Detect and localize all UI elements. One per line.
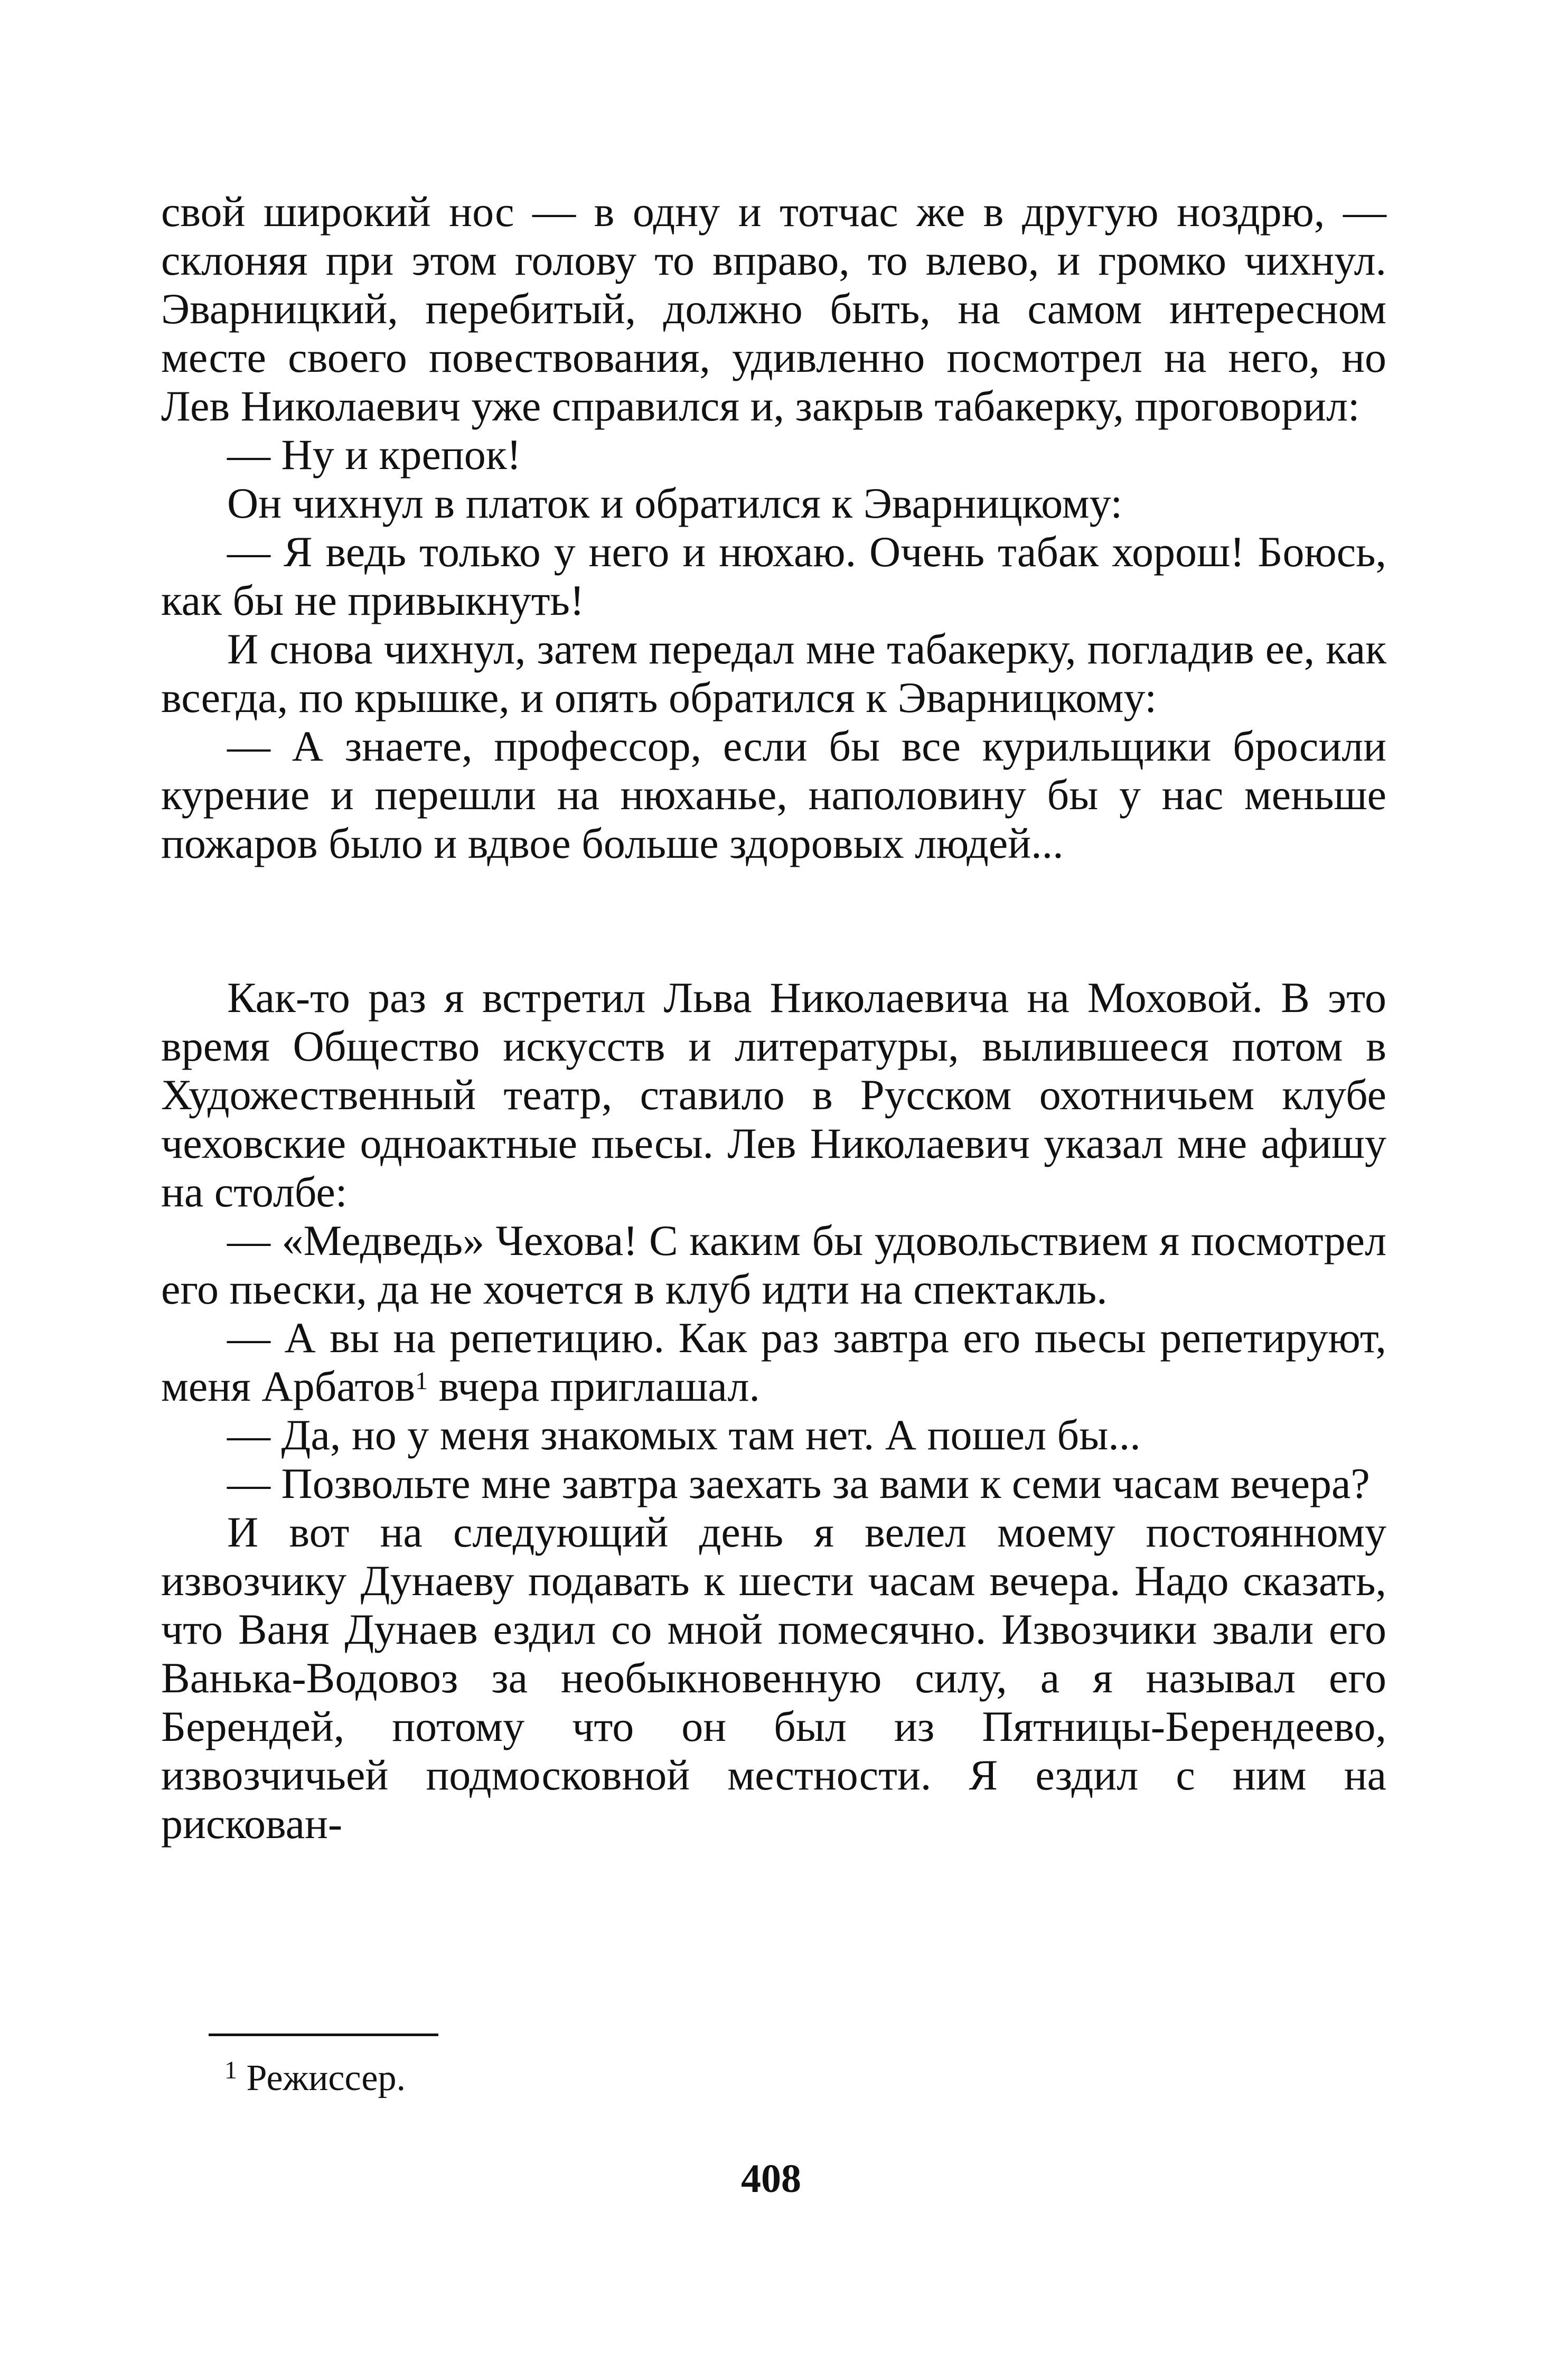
footnote bbox=[224, 2055, 406, 2102]
paragraph: — «Медведь» Чехова! С каким бы удовольствием я посмотрел его пьески, да не хочется в клуб идти на спектакль. bbox=[161, 1216, 1386, 1313]
paragraph: — Да, но у меня знакомых там нет. А пошел бы... bbox=[227, 1411, 1141, 1459]
paragraph: И снова чихнул, затем передал мне табакерку, погладив ее, как всегда, по крышке, и опять обратился к Эварницкому: bbox=[161, 625, 1386, 722]
paragraph: — Ну и крепок! bbox=[227, 430, 521, 479]
section-break bbox=[161, 868, 1386, 973]
page-number: 408 bbox=[741, 2157, 801, 2201]
text-section-1 bbox=[161, 188, 1386, 868]
paragraph-text: вчера приглашал. bbox=[428, 1362, 760, 1410]
footnote-reference: 1 bbox=[415, 1367, 428, 1395]
paragraph-text: — А вы на репетицию. Как раз завтра его пьесы репетируют, меня Арбатов bbox=[161, 1314, 1386, 1410]
paragraph: — Позвольте мне завтра заехать за вами к семи часам вечера? bbox=[227, 1459, 1370, 1507]
paragraph bbox=[161, 1314, 1386, 1411]
footnote-marker: 1 bbox=[224, 2056, 237, 2084]
footnote-text: Режиссер. bbox=[237, 2058, 406, 2098]
footnote-divider bbox=[209, 2034, 438, 2036]
paragraph: — Я ведь только у него и нюхаю. Очень табак хорош! Боюсь, как бы не привыкнуть! bbox=[161, 528, 1386, 624]
paragraph: Как-то раз я встретил Льва Николаевича на Моховой. В это время Общество искусств и литературы, вылившееся потом в Художественный театр, ставило в Русском охотничьем клубе чеховские одноактные пьесы. Лев Николаевич указал мне афишу на столбе: bbox=[161, 973, 1386, 1216]
paragraph: Он чихнул в платок и обратился к Эварницкому: bbox=[227, 479, 1123, 527]
page-body bbox=[161, 188, 1386, 1848]
paragraph: И вот на следующий день я велел моему постоянному извозчику Дунаеву подавать к шести часам вечера. Надо сказать, что Ваня Дунаев ездил со мной помесячно. Извозчики звали его Ванька-Водовоз за необыкновенную силу, а я называл его Берендей, потому что он был из Пятницы-Берендеево, извозчичьей подмосковной местности. Я ездил с ним на рискован- bbox=[161, 1508, 1386, 1848]
text-section-2 bbox=[161, 973, 1386, 1848]
paragraph: свой широкий нос — в одну и тотчас же в другую ноздрю, — склоняя при этом голову то вправо, то влево, и громко чихнул. Эварницкий, перебитый, должно быть, на самом интересном месте своего повествования, удивленно посмотрел на него, но Лев Николаевич уже справился и, закрыв табакерку, проговорил: bbox=[161, 188, 1386, 430]
paragraph: — А знаете, профессор, если бы все курильщики бросили курение и перешли на нюханье, наполовину бы у нас меньше пожаров было и вдвое больше здоровых людей... bbox=[161, 722, 1386, 867]
